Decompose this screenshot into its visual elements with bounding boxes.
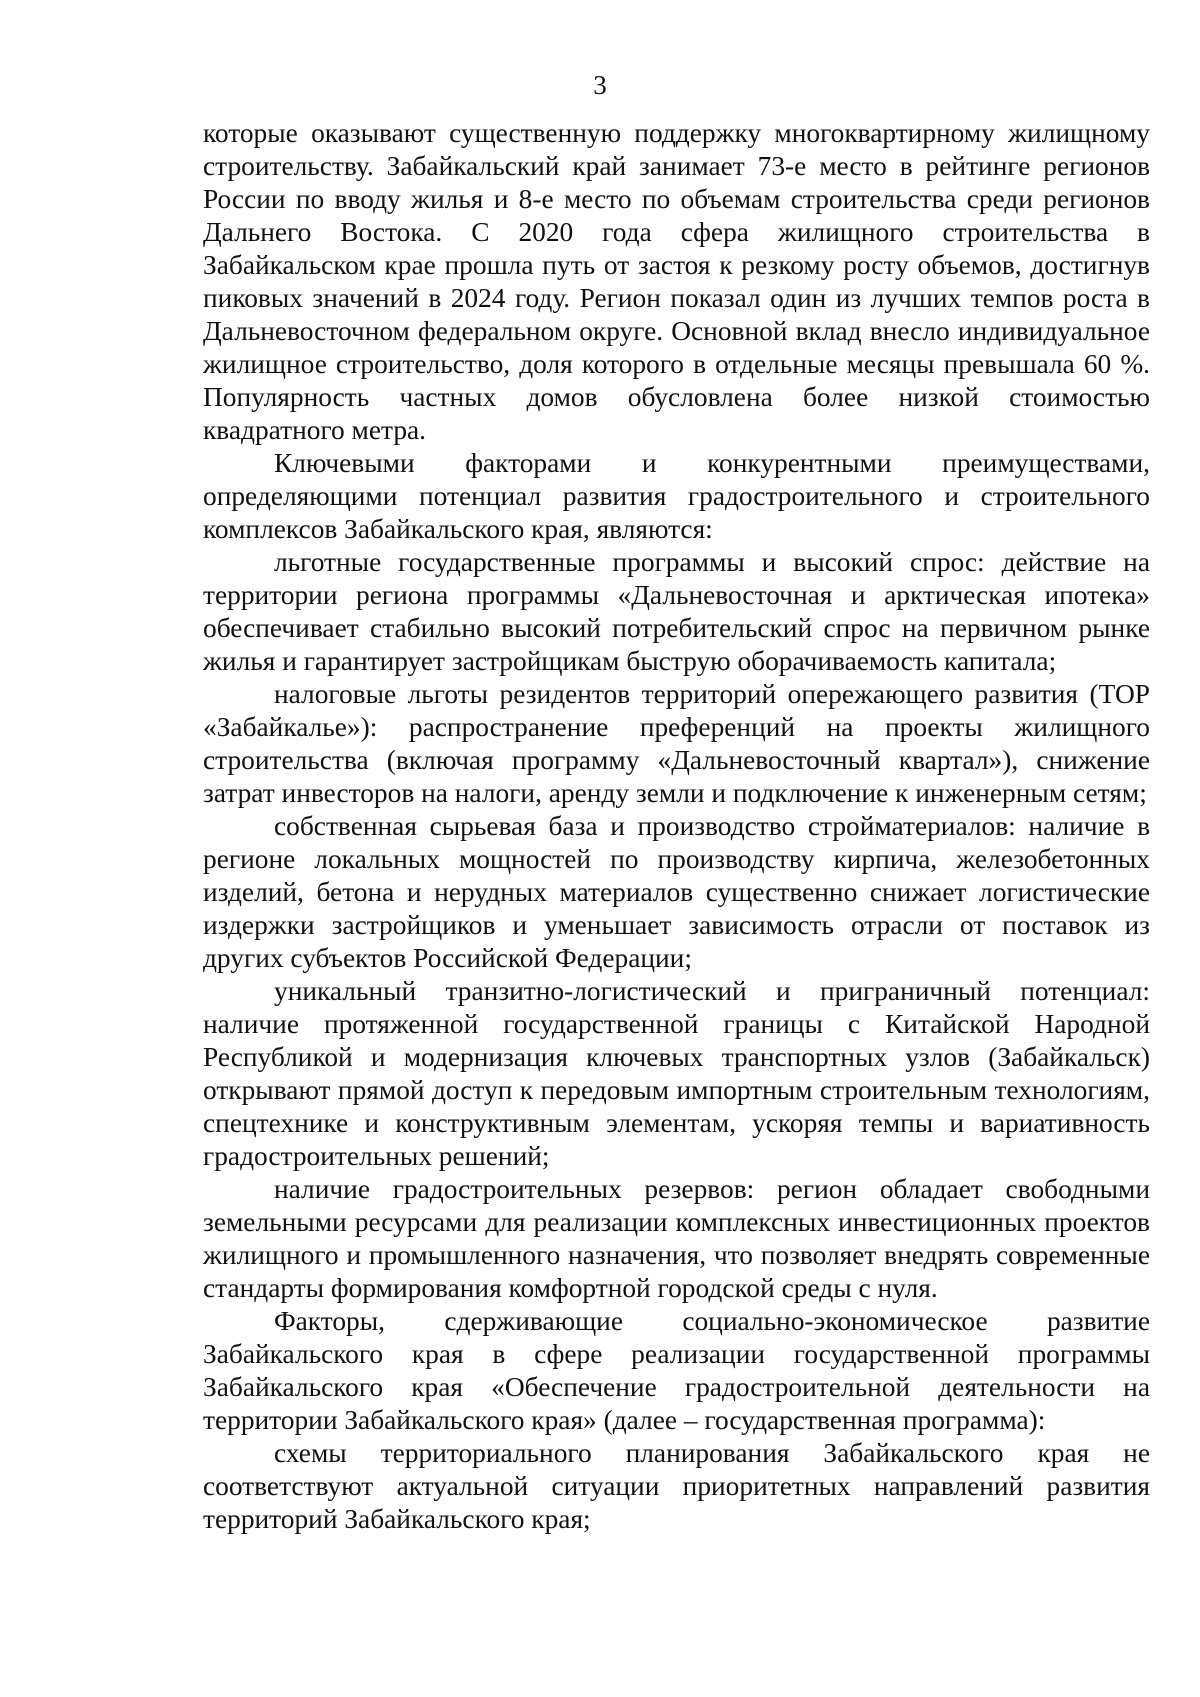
paragraph-factor-transit-potential: уникальный транзитно-логистический и приграничный потенциал: наличие протяженной государственной границы с Китайской Народной Республикой и модернизация ключевых транспортных узлов (Забайкальск) открывают прямой доступ к передовым импортным строительным технологиям, спецтехнике и конструктивным элементам, ускоряя темпы и вариативность градостроительных решений; <box>203 976 1150 1171</box>
paragraph-factor-raw-materials: собственная сырьевая база и производство стройматериалов: наличие в регионе локальных мощностей по производству кирпича, железобетонных изделий, бетона и нерудных материалов существенно снижает логистические издержки застройщиков и уменьшает зависимость отрасли от поставок из других субъектов Российской Федерации; <box>203 811 1150 973</box>
paragraph-key-factors-intro: Ключевыми факторами и конкурентными преимуществами, определяющими потенциал развития градостроительного и строительного комплексов Забайкальского края, являются: <box>203 448 1150 544</box>
paragraph-constraint-planning-schemes: схемы территориального планирования Забайкальского края не соответствуют актуальной ситуации приоритетных направлений развития территорий Забайкальского края; <box>203 1438 1150 1534</box>
paragraph-factor-land-reserves: наличие градостроительных резервов: регион обладает свободными земельными ресурсами для реализации комплексных инвестиционных проектов жилищного и промышленного назначения, что позволяет внедрять современные стандарты формирования комфортной городской среды с нуля. <box>203 1174 1150 1303</box>
paragraph-factor-tax-benefits: налоговые льготы резидентов территорий опережающего развития (ТОР «Забайкалье»): распространение преференций на проекты жилищного строительства (включая программу «Дальневосточный квартал»), снижение затрат инвесторов на налоги, аренду земли и подключение к инженерным сетям; <box>203 679 1150 808</box>
paragraph-housing-overview: которые оказывают существенную поддержку многоквартирному жилищному строительству. Забайкальский край занимает 73-е место в рейтинге регионов России по вводу жилья и 8-е место по объемам строительства среди регионов Дальнего Востока. С 2020 года сфера жилищного строительства в Забайкальском крае прошла путь от застоя к резкому росту объемов, достигнув пиковых значений в 2024 году. Регион показал один из лучших темпов роста в Дальневосточном федеральном округе. Основной вклад внесло индивидуальное жилищное строительство, доля которого в отдельные месяцы превышала 60 %. Популярность частных домов обусловлена более низкой стоимостью квадратного метра. <box>203 118 1150 445</box>
paragraph-factor-mortgage-programs: льготные государственные программы и высокий спрос: действие на территории региона программы «Дальневосточная и арктическая ипотека» обеспечивает стабильно высокий потребительский спрос на первичном рынке жилья и гарантирует застройщикам быструю оборачиваемость капитала; <box>203 547 1150 676</box>
page-number: 3 <box>593 70 607 100</box>
paragraph-constraining-factors-intro: Факторы, сдерживающие социально-экономическое развитие Забайкальского края в сфере реализации государственной программы Забайкальского края «Обеспечение градостроительной деятельности на территории Забайкальского края» (далее – государственная программа): <box>203 1306 1150 1435</box>
document-body <box>203 117 1150 1536</box>
